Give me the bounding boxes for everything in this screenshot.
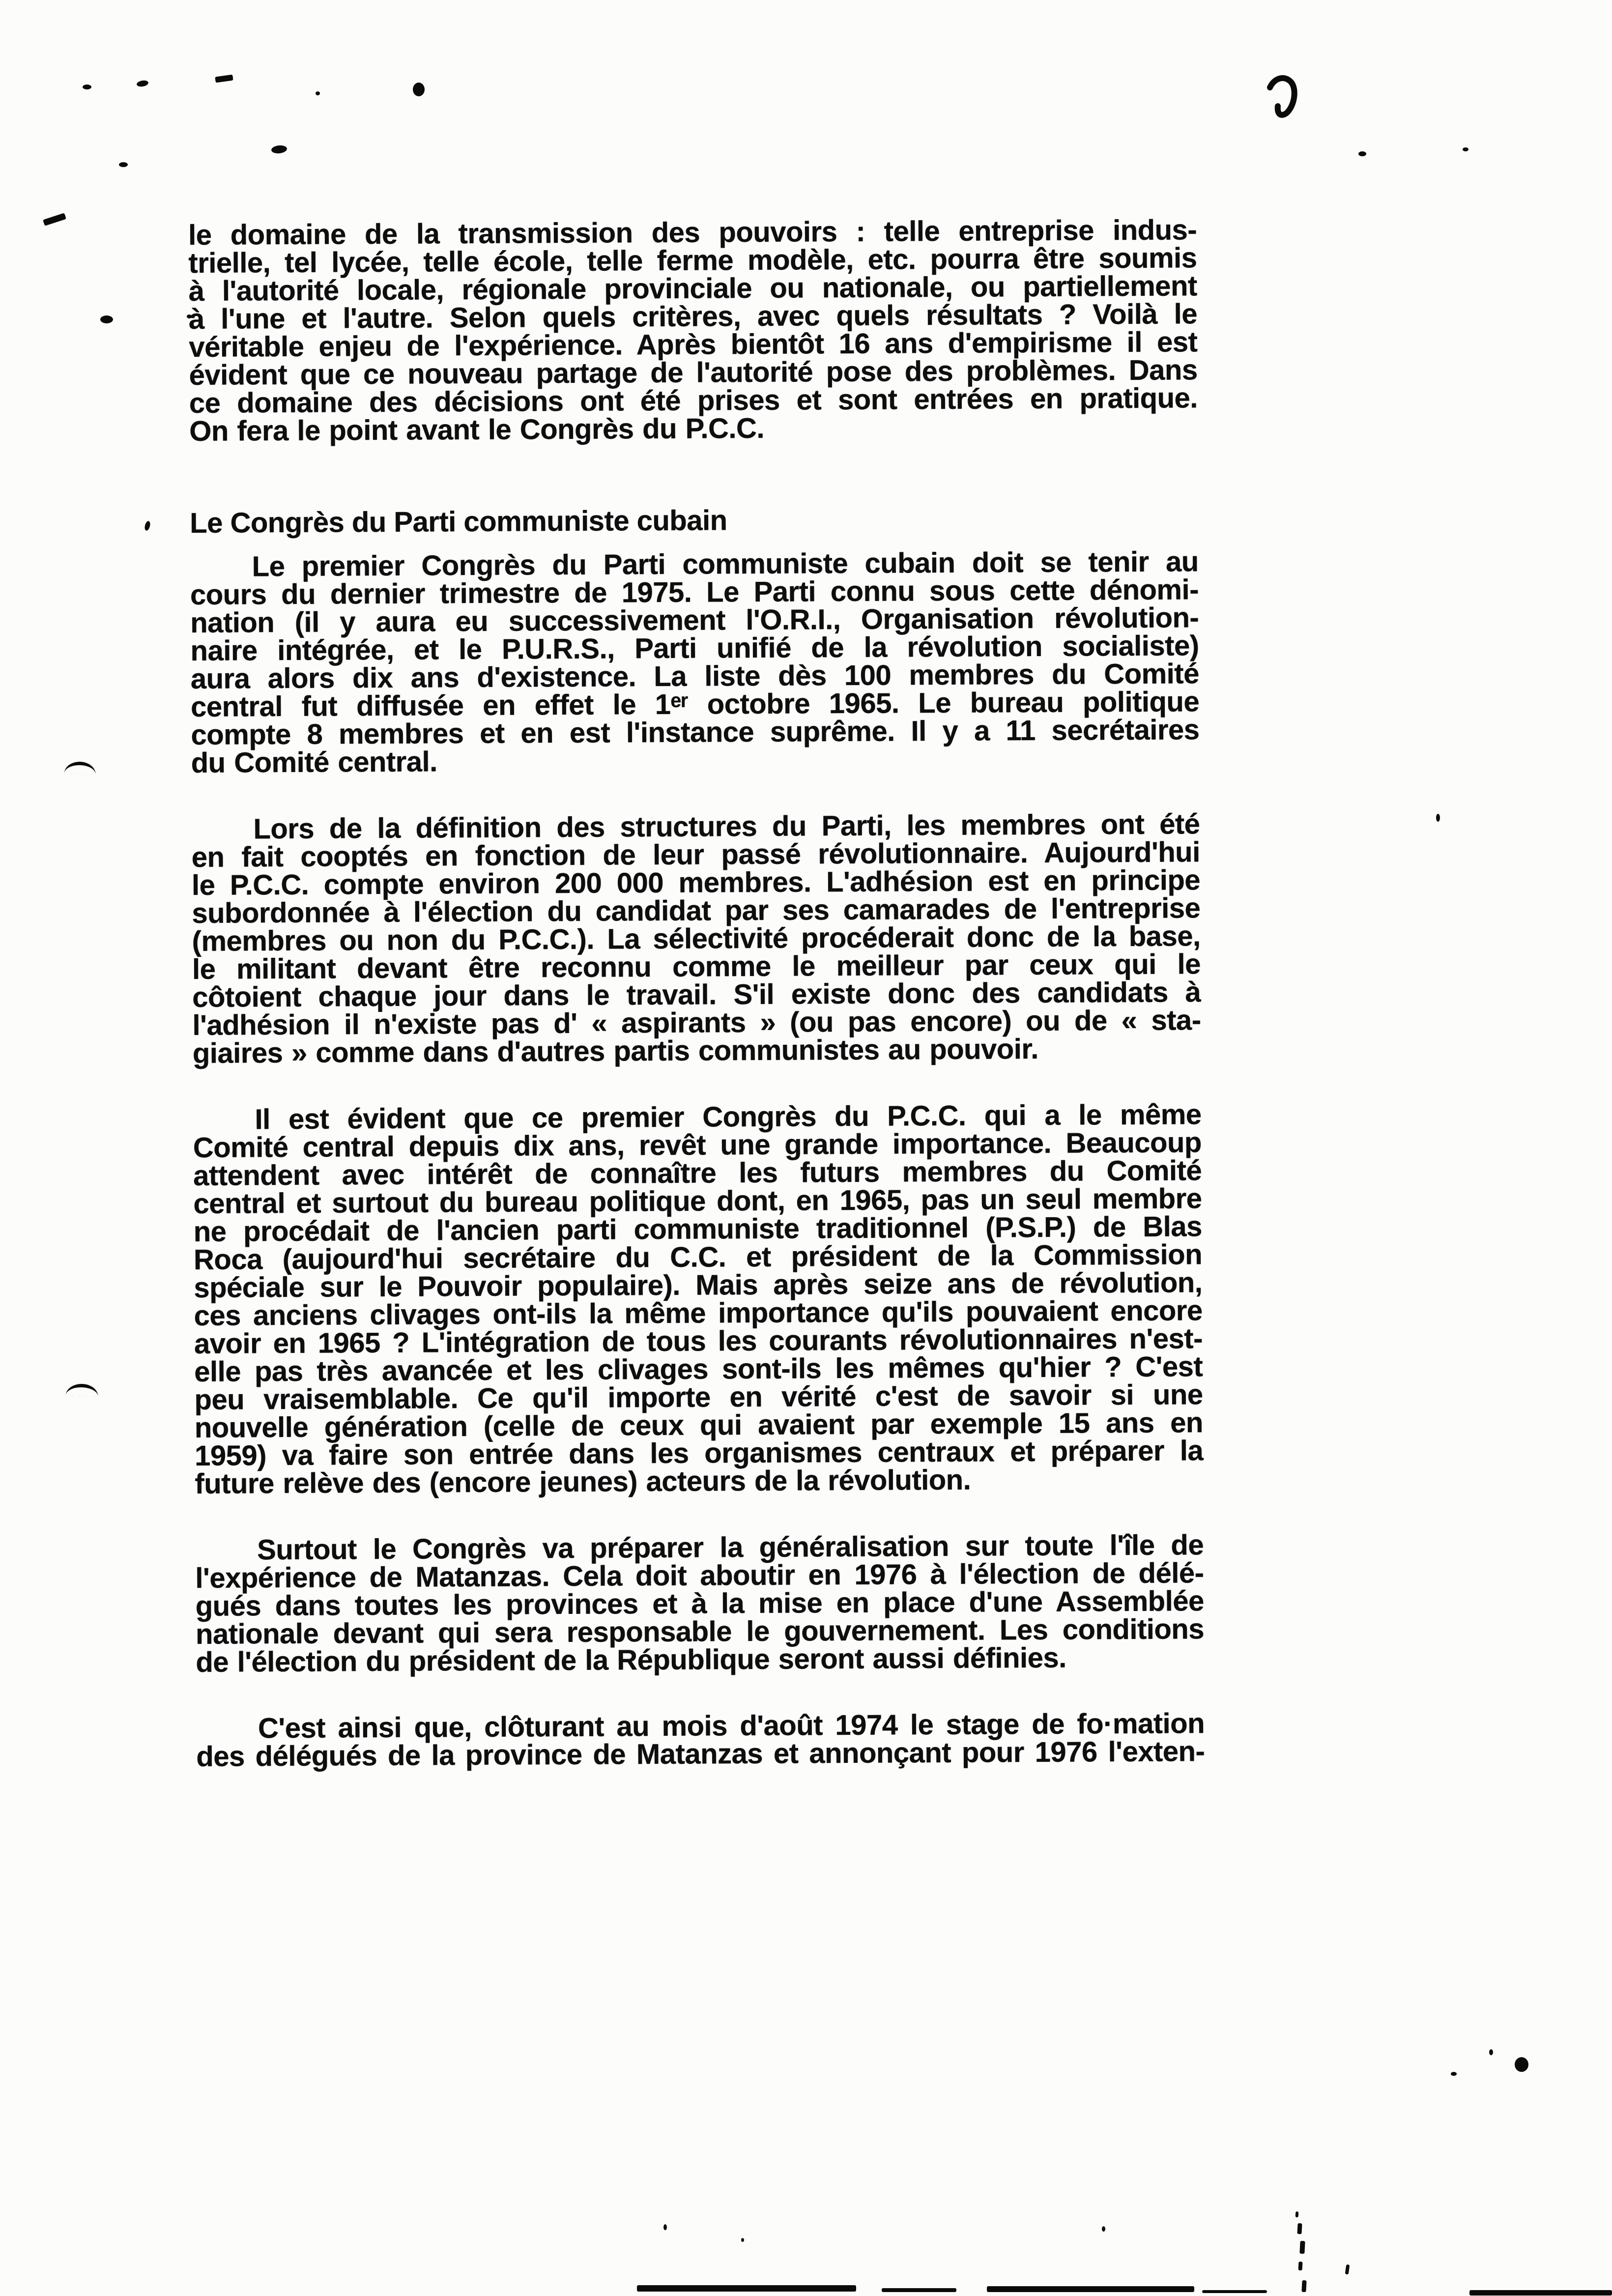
text-line: Roca (aujourd'hui secrétaire du C.C. et président de la Commission: [193, 1238, 1203, 1276]
text-line: en fait cooptés en fonction de leur passé révolutionnaire. Aujourd'hui: [191, 836, 1200, 873]
scan-smear: [1469, 2290, 1612, 2296]
ink-speck: [1102, 2226, 1105, 2232]
paragraph: [193, 1100, 1203, 1498]
ink-speck: [1298, 2262, 1303, 2270]
text-line: gués dans toutes les provinces et à la mise en place d'une Assemblée: [195, 1585, 1204, 1622]
text-line: le domaine de la transmission des pouvoirs : telle entreprise indus-: [188, 214, 1197, 251]
ink-speck: [413, 83, 425, 96]
text-line: giaires » comme dans d'autres partis communistes au pouvoir.: [192, 1033, 1039, 1069]
text-line: Le premier Congrès du Parti communiste cubain doit se tenir au: [252, 545, 1199, 583]
scan-smear: [637, 2285, 856, 2292]
ink-speck: [1202, 2290, 1267, 2293]
ink-speck: [1451, 2072, 1457, 2076]
ink-speck: [663, 2224, 667, 2230]
text-line: 1959) va faire son entrée dans les organismes centraux et préparer la: [194, 1435, 1204, 1472]
text-line: côtoient chaque jour dans le travail. S'il existe donc des candidats à: [192, 976, 1201, 1013]
ink-speck: [1515, 2057, 1528, 2072]
text-line: l'expérience de Matanzas. Cela doit aboutir en 1976 à l'élection de délé-: [195, 1557, 1204, 1594]
ink-speck: [1299, 2241, 1305, 2254]
text-line: central fut diffusée en effet le 1ᵉʳ octobre 1965. Le bureau politique: [191, 686, 1200, 723]
text-line: elle pas très avancée et les clivages sont-ils les mêmes qu'hier ? C'est: [194, 1350, 1203, 1388]
ink-speck: [1436, 814, 1440, 822]
pen-mark: [64, 761, 96, 775]
text-line: Comité central depuis dix ans, revêt une grande importance. Beaucoup: [193, 1126, 1202, 1164]
text-line: du Comité central.: [191, 746, 437, 779]
ink-speck: [119, 162, 128, 167]
text-line: à l'autorité locale, régionale provinciale ou nationale, ou partiellement: [188, 270, 1197, 307]
text-line: On fera le point avant le Congrès du P.C.C.: [189, 412, 765, 447]
scan-smear: [987, 2286, 1194, 2292]
text-line: l'adhésion il n'existe pas d' « aspirants » (ou pas encore) ou de « sta-: [192, 1004, 1201, 1041]
ink-speck: [1301, 2280, 1306, 2292]
text-line: des délégués de la province de Matanzas et annonçant pour 1976 l'exten-: [196, 1735, 1205, 1773]
ink-speck: [1345, 2265, 1350, 2275]
text-line: central et surtout du bureau politique dont, en 1965, pas un seul membre: [193, 1182, 1202, 1220]
text-line: aura alors dix ans d'existence. La liste dès 100 membres du Comité: [190, 658, 1200, 695]
text-line: le militant devant être reconnu comme le meilleur par ceux qui le: [192, 948, 1201, 985]
ink-speck: [1297, 2223, 1302, 2234]
text-line: trielle, tel lycée, telle école, telle ferme modèle, etc. pourra être soumis: [188, 242, 1197, 279]
ink-speck: [1489, 2049, 1493, 2055]
paragraph: [195, 1531, 1204, 1676]
ink-speck: [1358, 151, 1366, 156]
text-line: cours du dernier trimestre de 1975. Le Parti connu sous cette dénomi-: [190, 574, 1199, 611]
ink-speck: [215, 75, 233, 83]
text-line: nation (il y aura eu successivement l'O.R.I., Organisation révolution-: [190, 602, 1199, 639]
text-line: peu vraisemblable. Ce qu'il importe en vérité c'est de savoir si une: [194, 1378, 1203, 1416]
article-text-block: [188, 216, 1205, 1809]
text-line: attendent avec intérêt de connaître les futurs membres du Comité: [193, 1154, 1202, 1192]
text-line: avoir en 1965 ? L'intégration de tous les courants révolutionnaires n'est-: [194, 1322, 1203, 1360]
ink-speck: [1463, 147, 1468, 151]
paragraph: [188, 216, 1198, 445]
ink-speck: [882, 2288, 956, 2292]
text-line: compte 8 membres et en est l'instance suprême. Il y a 11 secrétaires: [191, 714, 1200, 751]
ink-speck: [316, 91, 320, 95]
ink-speck: [83, 85, 91, 89]
text-line: (membres ou non du P.C.C.). La sélectivité procéderait donc de la base,: [192, 920, 1201, 957]
ink-speck: [43, 213, 66, 226]
text-line: future relève des (encore jeunes) acteurs de la révolution.: [195, 1464, 971, 1500]
paragraph: [190, 547, 1200, 777]
text-line: ce domaine des décisions ont été prises et sont entrées en pratique.: [189, 382, 1198, 419]
text-line: Surtout le Congrès va préparer la généralisation sur toute l'île de: [257, 1529, 1204, 1566]
text-line: subordonnée à l'élection du candidat par ses camarades de l'entreprise: [192, 892, 1201, 929]
text-line: le P.C.C. compte environ 200 000 membres. L'adhésion est en principe: [191, 864, 1201, 901]
ink-speck: [144, 520, 151, 531]
text-line: nationale devant qui sera responsable le gouvernement. Les conditions: [195, 1613, 1205, 1650]
ink-speck: [100, 316, 113, 323]
text-line: ces anciens clivages ont-ils la même importance qu'ils pouvaient encore: [194, 1294, 1203, 1332]
ink-speck: [1295, 2211, 1299, 2217]
handwritten-mark: [1267, 73, 1298, 120]
text-line: spéciale sur le Pouvoir populaire). Mais après seize ans de révolution,: [194, 1266, 1203, 1304]
pen-mark: [66, 1383, 99, 1397]
text-line: véritable enjeu de l'expérience. Après bientôt 16 ans d'empirisme il est: [189, 326, 1198, 363]
ink-speck: [741, 2238, 744, 2242]
text-line: Lors de la définition des structures du Parti, les membres ont été: [253, 808, 1200, 845]
section-heading: Le Congrès du Parti communiste cubain: [190, 504, 727, 539]
text-line: nouvelle génération (celle de ceux qui avaient par exemple 15 ans en: [194, 1406, 1203, 1444]
paragraph: [191, 810, 1201, 1067]
text-line: naire intégrée, et le P.U.R.S., Parti unifié de la révolution socialiste): [190, 630, 1199, 667]
paragraph: [196, 1709, 1205, 1771]
text-line: de l'élection du président de la République seront aussi définies.: [196, 1641, 1066, 1678]
text-line: Il est évident que ce premier Congrès du P.C.C. qui a le même: [255, 1098, 1202, 1136]
text-line: à l'une et l'autre. Selon quels critères, avec quels résultats ? Voilà le: [188, 298, 1198, 335]
text-line: ne procédait de l'ancien parti communiste traditionnel (P.S.P.) de Blas: [193, 1210, 1202, 1248]
ink-speck: [271, 144, 287, 154]
ink-speck: [136, 80, 149, 87]
text-line: C'est ainsi que, clôturant au mois d'août 1974 le stage de fo·mation: [258, 1707, 1205, 1745]
text-line: évident que ce nouveau partage de l'autorité pose des problèmes. Dans: [189, 354, 1198, 391]
